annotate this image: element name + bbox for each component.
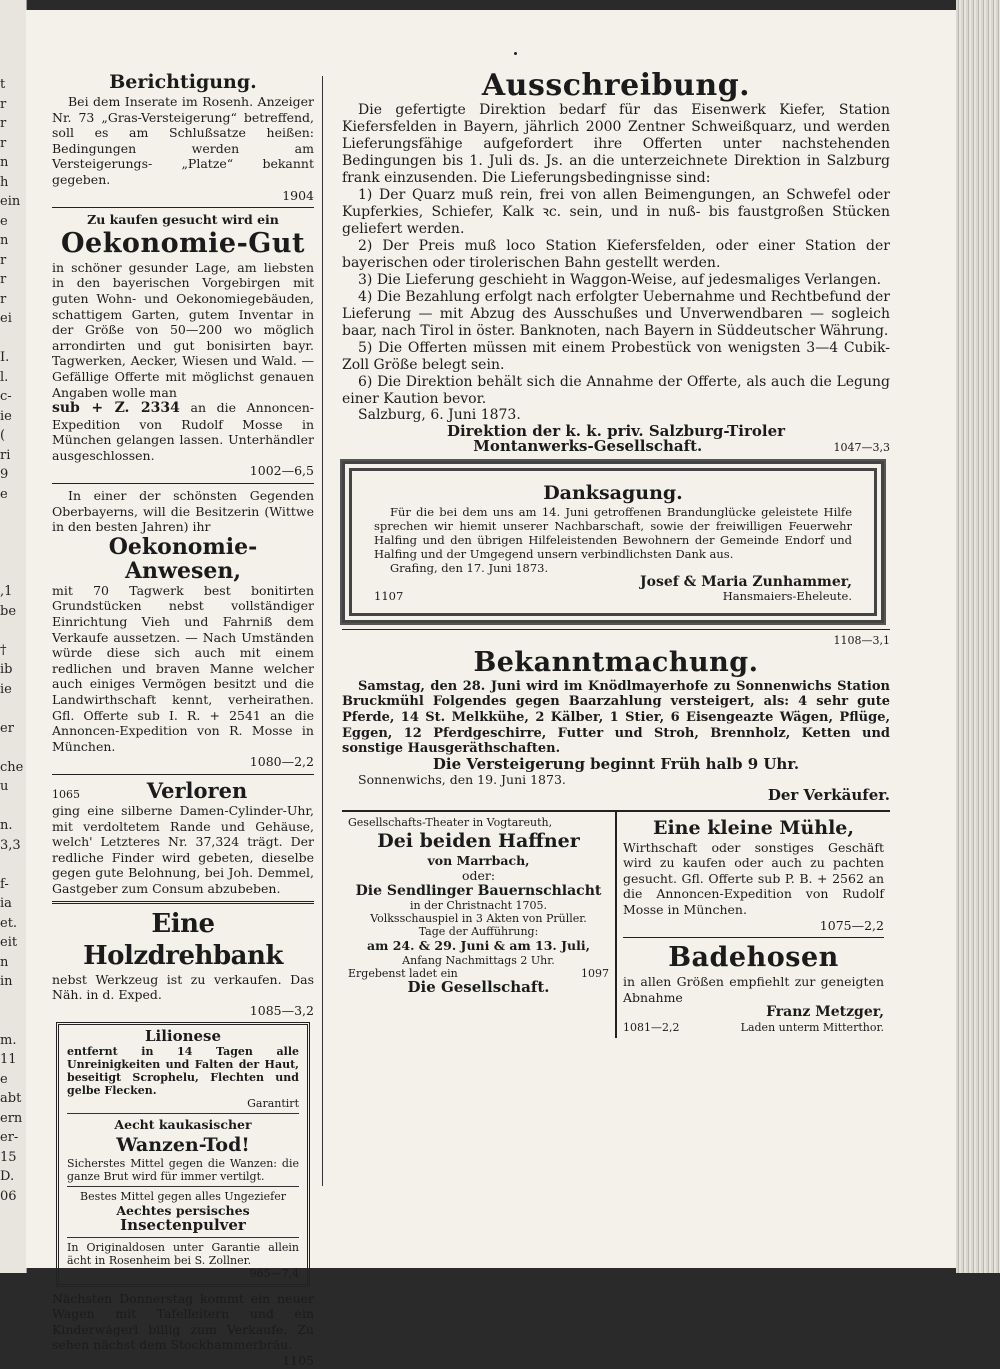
insekt-title1: Aechtes persisches (116, 1202, 250, 1218)
berichtigung-text: Bei dem Inserate im Rosenh. Anzeiger Nr. 73 „Gras-Versteigerung“ betreffend, soll es am Schlußsatze heißen: Bedingungen werden am Versteigerungs- „Platze“ bekannt gegeben. (52, 94, 314, 187)
wanzen-text: Sicherstes Mittel gegen die Wanzen: die ganze Brut wird für immer vertilgt. (67, 1156, 299, 1183)
separator (52, 483, 314, 484)
gutter-fragment: t (0, 77, 6, 92)
left-column (52, 70, 314, 1369)
gutter-fragment: h (0, 174, 9, 190)
ausschreibung-point-1: 1) Der Quarz muß rein, frei von allen Beimengungen, an Schwefel oder Kupferkies, Schiefer, Kalk ꝛc. sein, und in nuß- bis faustgroßen Stücken geliefert werden. (342, 187, 890, 237)
berichtigung-title: Berichtigung. (109, 71, 257, 93)
separator (52, 207, 314, 208)
danksagung-signature-2: Hansmaiers-Eheleute. (722, 588, 852, 603)
holzdrehbank-number: 1085—3,2 (249, 1002, 314, 1018)
separator (342, 629, 890, 630)
oekonomie-gut-text2: an die Annoncen-Expedition von Rudolf Mosse in München gelangen lassen. Unterhändler ausgeschlossen. (52, 400, 314, 463)
gutter-fragment: I. (0, 350, 10, 365)
gutter-fragment: ,1 (0, 584, 13, 599)
theater-dates: am 24. & 29. Juni & am 13. Juli, (367, 938, 590, 954)
holzdrehbank-text: nebst Werkzeug ist zu verkaufen. Das Näh. in d. Exped. (52, 971, 314, 1003)
muehle-and-badehosen-ads (617, 812, 890, 1038)
gutter-fragment: 9 (0, 467, 9, 482)
insekt-pre: Bestes Mittel gegen alles Ungeziefer (80, 1189, 286, 1203)
gutter-fragment: r (0, 291, 7, 307)
gutter-fragment: che (0, 759, 24, 775)
theater-line-5: Tage der Aufführung: (418, 925, 539, 939)
gutter-fragment: n (0, 233, 9, 248)
gutter-fragment: 11 (0, 1052, 17, 1067)
bekanntmachung-text: Samstag, den 28. Juni wird im Knödlmayerhofe zu Sonnenwichs Station Bruckmühl Folgendes gegen Baarzahlung versteigert, als: 4 sehr gute Pferde, 14 St. Melkkühe, 2 Kälber, 1 Stier, 6 Eisengeazte Wägen, Pflüge, Eggen, 12 Pferdgeschirre, Futter und Stroh, Brennholz, Ketten und sonstige Hausgeräthschaften. (342, 678, 890, 757)
bekanntmachung-signature: Der Verkäufer. (767, 785, 890, 804)
lilionese-text: entfernt in 14 Tagen alle Unreinigkeiten und Falten der Haut, beseitigt Scrophelu, Flechten und gelbe Flecken. (67, 1044, 299, 1097)
gutter-fragment: ei (0, 311, 12, 326)
separator (67, 1237, 299, 1238)
ausschreibung-date: Salzburg, 6. Juni 1873. (358, 407, 521, 423)
theater-sub: von Marrbach, (427, 852, 530, 868)
ausschreibung-number: 1047—3,3 (833, 441, 890, 455)
bottom-split (342, 810, 890, 1038)
ausschreibung-point-5: 5) Die Offerten müssen mit einem Probestück von wenigsten 3—4 Cubik-Zoll Größe belegt sein. (342, 340, 890, 373)
oekonomie-gut-number: 1002—6,5 (249, 463, 314, 479)
oekonomie-gut-title: Oekonomie-Gut (61, 227, 305, 259)
ausschreibung-intro: Die gefertigte Direktion bedarf für das Eisenwerk Kiefer, Station Kiefersfelden in Bayern, jährlich 2000 Zentner Schweißquarz, und werden Lieferungsfähige aufgefordert ihre Offerten unter nachstehenden Bedingungen bis 1. Juli ds. Js. an die unterzeichnete Direktion in Salzburg frank einzusenden. Die Lieferungsbedingnisse sind: (342, 102, 890, 186)
ausschreibung-point-2: 2) Der Preis muß loco Station Kiefersfelden, oder einer Station der bayerischen oder tirolerischen Bahn gestellt werden. (342, 238, 890, 271)
separator (52, 901, 314, 904)
gutter-fragment: ein (0, 194, 21, 209)
wanzen-title: Wanzen-Tod! (116, 1133, 250, 1156)
bekanntmachung-title: Bekanntmachung. (473, 646, 759, 678)
gutter-fragment: u (0, 779, 9, 794)
gutter-fragment: 15 (0, 1149, 17, 1165)
insekt-title2: Insectenpulver (120, 1216, 246, 1235)
berichtigung-number: 1904 (282, 187, 314, 203)
danksagung-title: Danksagung. (543, 481, 683, 504)
gutter-fragment: e (0, 213, 8, 229)
theater-line-7: Ergebenst ladet ein (348, 966, 458, 980)
gutter-fragment: er (0, 720, 14, 736)
gutter-fragment: n (0, 155, 9, 170)
gutter-fragment: c- (0, 389, 12, 404)
badehosen-signature: Franz Metzger, (766, 1004, 884, 1021)
gutter-fragment: n. (0, 818, 13, 833)
gutter-fragment: r (0, 252, 7, 268)
gutter-fragment: 3,3 (0, 837, 21, 853)
badehosen-text: in allen Größen empfiehlt zur geneigten Abnahme (623, 974, 884, 1005)
gutter-fragment: ib (0, 662, 13, 677)
gutter-fragment: † (0, 642, 7, 658)
muehle-number: 1075—2,2 (819, 917, 884, 933)
danksagung-ornamental-frame (342, 461, 884, 623)
separator (623, 937, 884, 938)
gutter-fragment: ri (0, 447, 11, 463)
anwesen-text: mit 70 Tagwerk best bonitirten Grundstücken nebst vollständiger Einrichtung Vieh und Fahrniß dem Verkaufe aussetzen. — Nach Umständen würde diese sich auch mit einem redlichen und braven Manne welcher auch einiges Vermögen besitzt und die Landwirthschaft kennt, verheirathen. Gfl. Offerte sub I. R. + 2541 an die Annoncen-Expedition von R. Mosse in München. (52, 582, 314, 754)
ink-dot (514, 52, 517, 55)
gutter-fragment: e (0, 486, 8, 502)
badehosen-number: 1081—2,2 (623, 1020, 680, 1034)
theater-title: Dei beiden Haffner (377, 829, 580, 852)
gutter-fragment: eit (0, 935, 18, 950)
theater-signature: Die Gesellschaft. (407, 977, 550, 996)
ausschreibung-signature-1: Direktion der k. k. priv. Salzburg-Tiroler (446, 421, 786, 440)
wagen-text: Nächsten Donnerstag kommt ein neuer Wagen mit Tafelleitern und ein Kinderwägerl billig zum Verkaufe. Zu sehen nächst dem Stockhammerbräu. (52, 1290, 314, 1353)
gutter-fragment: r (0, 96, 7, 112)
bekanntmachung-number: 1108—3,1 (833, 633, 890, 647)
gutter-fragment: et. (0, 915, 18, 931)
gutter-fragment: l. (0, 369, 9, 385)
theater-ad (342, 812, 617, 1038)
gutter-fragment: in (0, 974, 13, 989)
anwesen-pre: In einer der schönsten Gegenden Oberbayerns, will die Besitzerin (Wittwe in den besten Jahren) ihr (52, 488, 314, 535)
theater-oder: oder: (461, 868, 496, 884)
muehle-title: Eine kleine Mühle, (652, 816, 854, 839)
book-page-edges (956, 0, 1000, 1273)
insekt-text: In Originaldosen unter Garantie allein ächt in Rosenheim bei S. Zollner. (67, 1240, 299, 1267)
column-divider (322, 76, 323, 1186)
theater-title-2: Die Sendlinger Bauernschlacht (355, 882, 602, 899)
badehosen-title: Badehosen (668, 942, 839, 974)
gutter-fragment: ia (0, 896, 12, 911)
lilionese-box (56, 1022, 310, 1286)
wanzen-pre: Aecht kaukasischer (114, 1116, 252, 1132)
wagen-number: 1105 (282, 1353, 314, 1369)
verloren-text: ging eine silberne Damen-Cylinder-Uhr, mit verdoltetem Rande und Gehäuse, welch' Letzteres Nr. 37,324 trägt. Der redliche Finder wird gebeten, dieselbe gegen gute Belohnung, bei Joh. Demmel, Gastgeber zum Consum abzubeben. (52, 802, 314, 896)
theater-pre: Gesellschafts-Theater in Vogtareuth, (348, 815, 553, 829)
lilionese-guarantee: Garantirt (247, 1096, 299, 1110)
gutter-fragment: er- (0, 1130, 19, 1145)
ausschreibung-title: Ausschreibung. (481, 68, 751, 103)
holzdrehbank-title: Eine Holzdrehbank (83, 908, 283, 971)
gutter-fragment: n (0, 954, 9, 970)
verloren-title: Verloren (146, 777, 248, 803)
gutter-fragment: be (0, 603, 17, 619)
gutter-fragment: ern (0, 1110, 23, 1126)
muehle-text: Wirthschaft oder sonstiges Geschäft wird zu kaufen oder auch zu pachten gesucht. Gfl. Offerte sub P. B. + 2562 an die Annoncen-Expedition von Rudolf Mosse in München. (623, 839, 884, 917)
verloren-number: 1065 (52, 787, 80, 801)
bekanntmachung-date: Sonnenwichs, den 19. Juni 1873. (358, 772, 566, 788)
separator (67, 1186, 299, 1187)
left-gutter-fragment (0, 0, 27, 1273)
badehosen-signature-2: Laden unterm Mitterthor. (740, 1020, 884, 1034)
gutter-fragment: ie (0, 408, 12, 424)
ausschreibung-point-3: 3) Die Lieferung geschieht in Waggon-Weise, auf jedesmaliges Verlangen. (358, 272, 882, 288)
ausschreibung-point-6: 6) Die Direktion behält sich die Annahme der Offerte, als auch die Legung einer Kaution bevor. (342, 374, 890, 407)
gutter-fragment: r (0, 272, 7, 287)
danksagung-date: Grafing, den 17. Juni 1873. (390, 560, 549, 575)
oekonomie-gut-sub: sub + Z. 2334 (52, 400, 180, 417)
danksagung-signature: Josef & Maria Zunhammer, (640, 573, 852, 590)
danksagung-number: 1107 (374, 588, 404, 603)
gutter-fragment: D. (0, 1169, 15, 1184)
oekonomie-gut-text: in schöner gesunder Lage, am liebsten in den bayerischen Vorgebirgen mit guten Wohn- und Oekonomiegebäuden, schattigem Garten, gutem Inventar in der Größe von 50—200 wo möglich arrondirten und gut bonisirten bayr. Tagwerken, Aecker, Wiesen und Wald. — Gefällige Offerte mit möglichst genauen Angaben wolle man (52, 259, 314, 400)
separator (52, 774, 314, 775)
gutter-fragment: r (0, 135, 7, 151)
theater-line-6: Anfang Nachmittags 2 Uhr. (402, 953, 555, 967)
bekanntmachung-bold: Die Versteigerung beginnt Früh halb 9 Uhr. (432, 754, 800, 773)
separator (67, 1113, 299, 1114)
ausschreibung-signature-2: Montanwerks-Gesellschaft. (473, 437, 703, 456)
theater-line-3: in der Christnacht 1705. (409, 899, 548, 913)
gutter-fragment: ( (0, 428, 6, 443)
theater-line-4: Volksschauspiel in 3 Akten von Prüller. (370, 912, 587, 926)
gutter-fragment: f- (0, 876, 9, 892)
gutter-fragment: r (0, 116, 7, 131)
lilionese-title: Lilionese (144, 1027, 222, 1046)
gutter-fragment: abt (0, 1091, 22, 1106)
ausschreibung-point-4: 4) Die Bezahlung erfolgt nach erfolgter Uebernahme und Rechtbefund der Lieferung — mit Abzug des Ausschußes und Unverwendbaren — sogleich baar, nach Tirol in öster. Banknoten, nach Bayern in Süddeutscher Währung. (342, 289, 890, 339)
right-column (342, 70, 890, 1038)
danksagung-text: Für die bei dem uns am 14. Juni getroffenen Brandunglücke geleistete Hilfe sprechen wir hiemit unserer Nachbarschaft, sowie der freiwilligen Feuerwehr Halfing und den übrigen Hilfeleistenden Bewohnern der Gemeinde Endorf und Halfing und der Umgegend unsern verbindlichsten Dank aus. (374, 504, 852, 561)
gutter-fragment: ie (0, 681, 12, 697)
anwesen-title: Oekonomie-Anwesen, (108, 533, 258, 584)
gutter-fragment: 06 (0, 1188, 17, 1204)
gutter-fragment: m. (0, 1032, 17, 1048)
oekonomie-gut-pre: Zu kaufen gesucht wird ein (87, 212, 279, 228)
theater-number: 1097 (581, 966, 609, 980)
anwesen-number: 1080—2,2 (249, 754, 314, 770)
insekt-number: 965—7,4 (249, 1266, 299, 1280)
gutter-fragment: e (0, 1071, 8, 1087)
